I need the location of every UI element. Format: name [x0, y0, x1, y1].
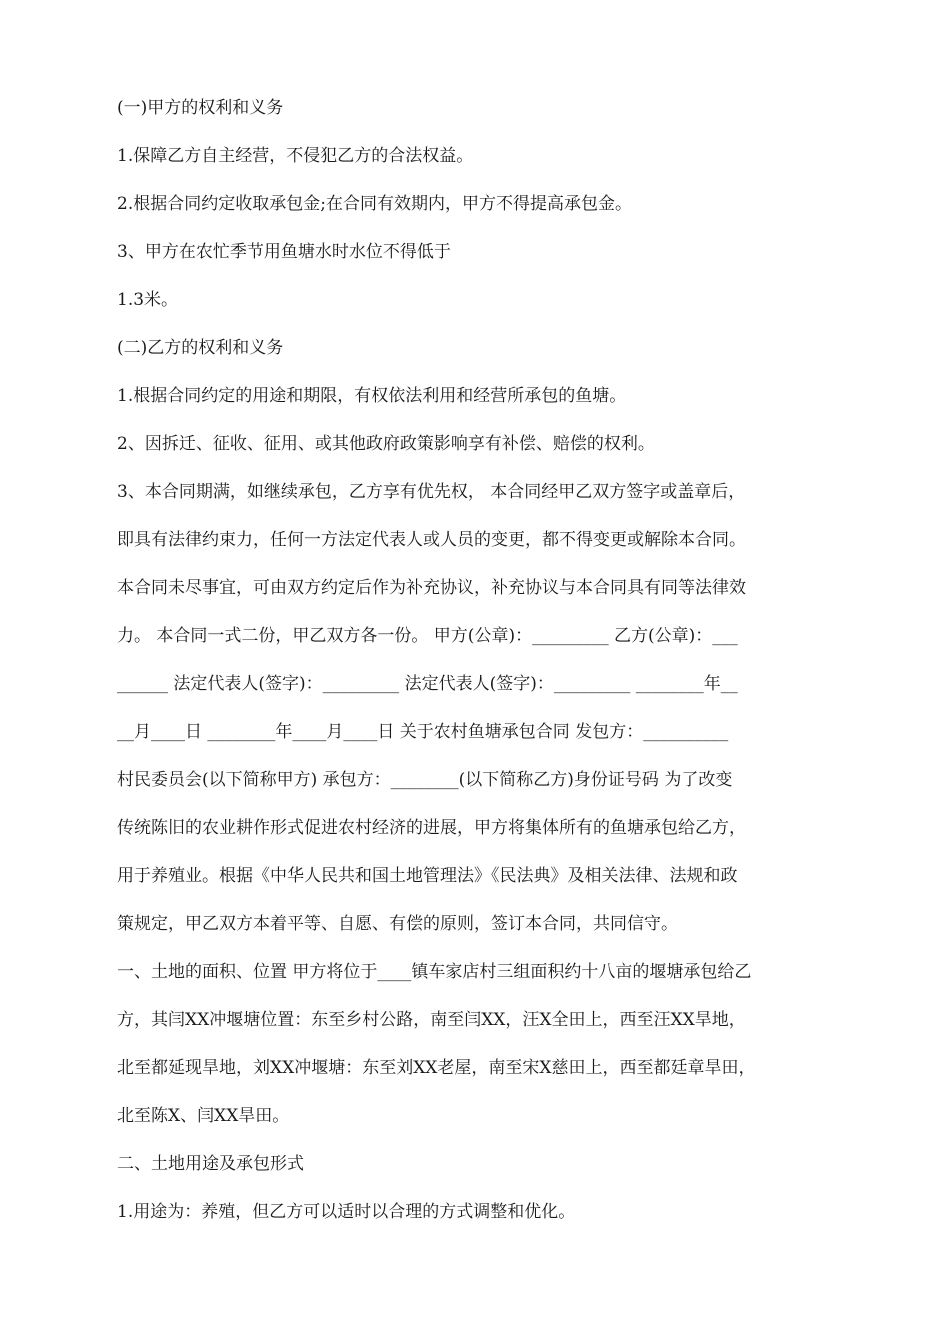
- paragraph-line: 北至都延现旱地，刘XX冲堰塘：东至刘XX老屋，南至宋X慈田上，西至都廷章旱田，: [117, 1058, 756, 1078]
- clause-land-use-1: 1.用途为：养殖，但乙方可以适时以合理的方式调整和优化。: [117, 1202, 576, 1222]
- paragraph-line: 方，其闫XX冲堰塘位置：东至乡村公路，南至闫XX，汪X全田上，西至汪XX旱地，: [117, 1010, 746, 1030]
- paragraph-line: 传统陈旧的农业耕作形式促进农村经济的进展，甲方将集体所有的鱼塘承包给乙方，: [117, 818, 746, 838]
- paragraph-land-location: [117, 960, 839, 1128]
- clause-b-2: 2、因拆迁、征收、征用、或其他政府政策影响享有补偿、赔偿的权利。: [117, 434, 655, 454]
- paragraph-line: 本合同未尽事宜，可由双方约定后作为补充协议，补充协议与本合同具有同等法律效: [117, 578, 746, 598]
- paragraph-line: ______ 法定代表人(签字)：_________ 法定代表人(签字)：_________ ________年__: [117, 674, 738, 694]
- paragraph-line: 一、土地的面积、位置 甲方将位于____镇车家店村三组面积约十八亩的堰塘承包给乙: [117, 962, 752, 982]
- paragraph-line: 北至陈X、闫XX旱田。: [117, 1106, 290, 1126]
- clause-a-3: 3、甲方在农忙季节用鱼塘水时水位不得低于: [117, 242, 451, 262]
- section-heading-land-use: 二、土地用途及承包形式: [117, 1154, 304, 1174]
- section-heading-party-a: (一)甲方的权利和义务: [117, 98, 284, 118]
- clause-a-1: 1.保障乙方自主经营，不侵犯乙方的合法权益。: [117, 146, 474, 166]
- paragraph-line: 用于养殖业。根据《中华人民共和国土地管理法》《民法典》及相关法律、法规和政: [117, 866, 738, 886]
- paragraph-line: __月____日 ________年____月____日 关于农村鱼塘承包合同 发包方：__________: [117, 722, 729, 742]
- clause-b-1: 1.根据合同约定的用途和期限，有权依法利用和经营所承包的鱼塘。: [117, 386, 627, 406]
- document-page: [117, 96, 839, 1248]
- paragraph-contract-terms: [117, 480, 839, 936]
- paragraph-line: 3、本合同期满，如继续承包，乙方享有优先权， 本合同经甲乙双方签字或盖章后，: [117, 482, 746, 502]
- paragraph-line: 村民委员会(以下简称甲方) 承包方：________(以下简称乙方)身份证号码 为了改变: [117, 770, 733, 790]
- section-heading-party-b: (二)乙方的权利和义务: [117, 338, 284, 358]
- clause-a-3-cont: 1.3米。: [117, 290, 179, 310]
- paragraph-line: 即具有法律约束力，任何一方法定代表人或人员的变更，都不得变更或解除本合同。: [117, 530, 746, 550]
- paragraph-line: 策规定，甲乙双方本着平等、自愿、有偿的原则，签订本合同，共同信守。: [117, 914, 678, 934]
- clause-a-2: 2.根据合同约定收取承包金;在合同有效期内，甲方不得提高承包金。: [117, 194, 632, 214]
- paragraph-line: 力。 本合同一式二份，甲乙双方各一份。 甲方(公章)：_________ 乙方(公章)：___: [117, 626, 738, 646]
